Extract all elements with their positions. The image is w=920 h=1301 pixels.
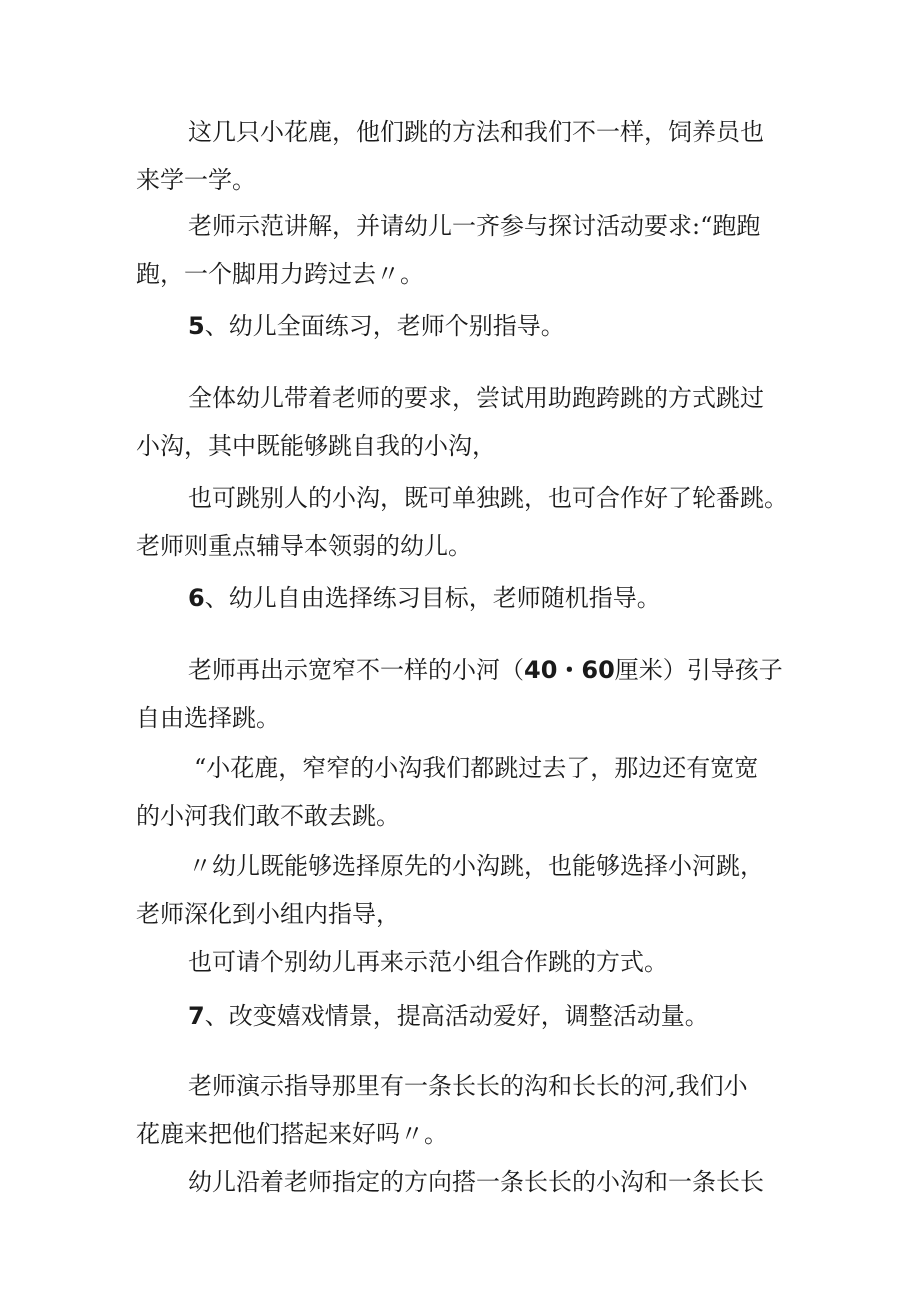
paragraph-build-ditch [0, 1158, 796, 1206]
text-line: 幼儿沿着老师指定的方向搭一条长长的小沟和一条长长 [188, 1168, 764, 1196]
width-range: 40・60 [524, 656, 615, 684]
text-line: 老师深化到小组内指导， [136, 900, 400, 928]
paragraph-fawn-quote [0, 744, 796, 840]
paragraph-long-ditch [0, 1062, 796, 1158]
text-line: 花鹿来把他们搭起来好吗〃。 [136, 1120, 448, 1148]
text-line: 〃幼儿既能够选择原先的小沟跳，也能够选择小河跳， [188, 852, 764, 880]
text-line: 全体幼儿带着老师的要求，尝试用助跑跨跳的方式跳过 [188, 384, 764, 412]
text-line: 自由选择跳。 [136, 704, 280, 732]
section-number: 5 [188, 312, 205, 340]
paragraph-practice [0, 374, 796, 470]
paragraph-jump-others [0, 474, 796, 570]
section-number: 7 [188, 1002, 205, 1030]
paragraph-group-demo [0, 938, 796, 986]
text-fragment: 老师再出示宽窄不一样的小河（ [188, 656, 524, 684]
section-title: 、幼儿自由选择练习目标，老师随机指导。 [204, 584, 661, 612]
text-fragment: 厘米）引导孩子 [614, 656, 783, 684]
text-line: 老师演示指导那里有一条长长的沟和长长的河,我们小 [188, 1072, 748, 1100]
paragraph-river-widths [0, 646, 796, 742]
text-line: 来学一学。 [136, 166, 256, 194]
text-line: 跑，一个脚用力跨过去〃。 [136, 260, 424, 288]
text-line: 老师则重点辅导本领弱的幼儿。 [136, 532, 472, 560]
section-number: 6 [188, 584, 205, 612]
text-line: 这几只小花鹿，他们跳的方法和我们不一样，饲养员也 [188, 118, 764, 146]
text-line: 也可跳别人的小沟，既可单独跳，也可合作好了轮番跳。 [188, 484, 788, 512]
section-title: 、幼儿全面练习，老师个别指导。 [204, 312, 565, 340]
text-line: 小沟，其中既能够跳自我的小沟， [136, 432, 496, 460]
paragraph-feeding-demo [0, 108, 796, 204]
section-heading-6 [0, 574, 796, 622]
text-line: 老师示范讲解，并请幼儿一齐参与探讨活动要求:“跑跑 [188, 212, 761, 240]
section-heading-5 [0, 302, 796, 350]
section-title: 、改变嬉戏情景，提高活动爱好，调整活动量。 [204, 1002, 709, 1030]
paragraph-choose-jump [0, 842, 796, 938]
text-line: “小花鹿，窄窄的小沟我们都跳过去了，那边还有宽宽 [194, 754, 759, 782]
section-heading-7 [0, 992, 796, 1040]
text-line: 的小河我们敢不敢去跳。 [136, 802, 400, 830]
paragraph-teacher-demo [0, 202, 796, 298]
text-line: 也可请个别幼儿再来示范小组合作跳的方式。 [188, 948, 668, 976]
